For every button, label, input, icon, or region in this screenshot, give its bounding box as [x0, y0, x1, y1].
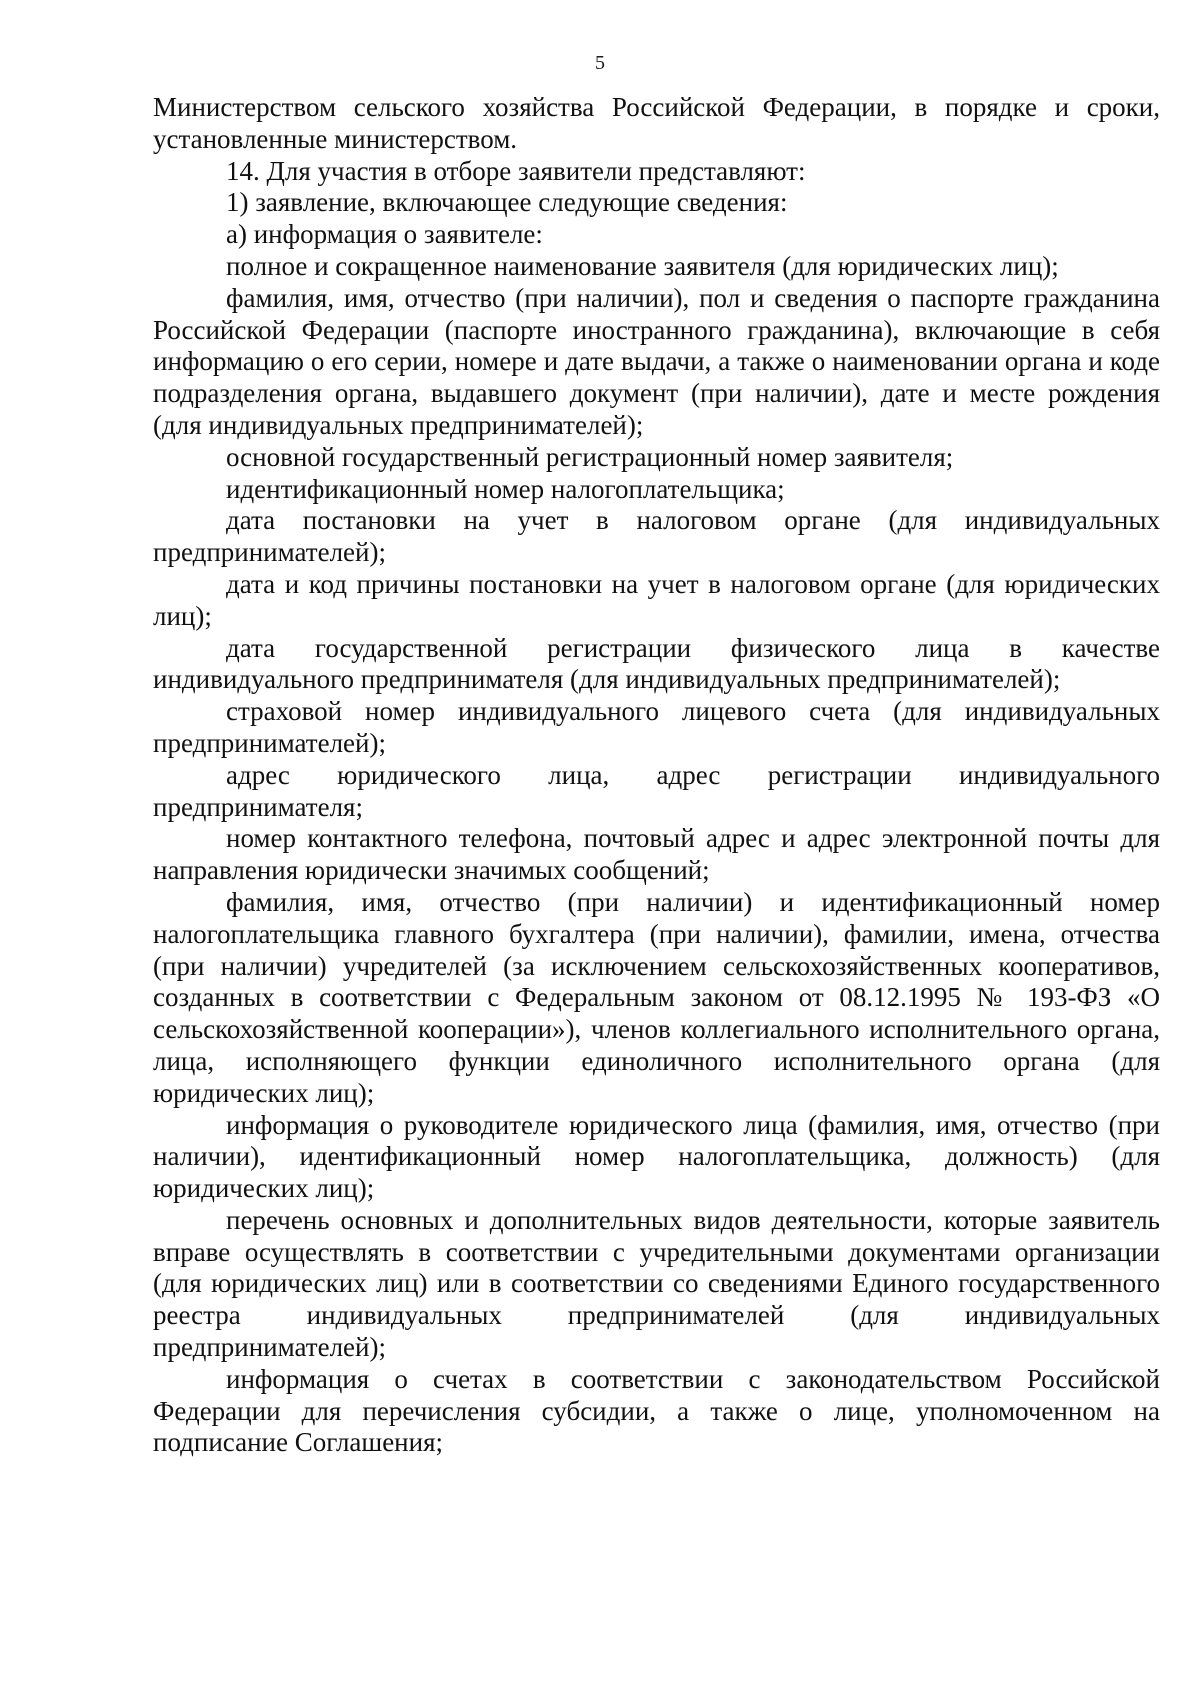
- paragraph-subitem-1: 1) заявление, включающее следующие сведения:: [226, 187, 788, 218]
- paragraph: идентификационный номер налогоплательщика;: [226, 473, 785, 504]
- paragraph: страховой номер индивидуального лицевого счета (для индивидуальных предпринимателей);: [153, 696, 1160, 758]
- paragraph: адрес юридического лица, адрес регистрации индивидуального предпринимателя;: [153, 759, 1160, 822]
- page-number: 5: [595, 52, 605, 74]
- paragraph: полное и сокращенное наименование заявителя (для юридических лиц);: [226, 250, 1059, 281]
- paragraph: перечень основных и дополнительных видов деятельности, которые заявитель вправе осуществлять в соответствии с учредительными документами организации (для юридических лиц) или в соответствии со сведениями Единого государственного реестра индивидуальных предпринимателей (для индивидуальных предпринимателей);: [153, 1204, 1160, 1363]
- paragraph: фамилия, имя, отчество (при наличии), пол и сведения о паспорте гражданина Российской Федерации (паспорте иностранного гражданина), включающие в себя информацию о его серии, номере и дате выдачи, а также о наименовании органа и коде подразделения органа, выдавшего документ (при наличии), дате и месте рождения (для индивидуальных предпринимателей);: [153, 282, 1160, 440]
- paragraph: информация о счетах в соответствии с законодательством Российской Федерации для перечисления субсидии, а также о лице, уполномоченном на подписание Соглашения;: [153, 1363, 1160, 1458]
- paragraph: информация о руководителе юридического лица (фамилия, имя, отчество (при наличии), идентификационный номер налогоплательщика, должность) (для юридических лиц);: [153, 1109, 1160, 1204]
- paragraph: дата постановки на учет в налоговом органе (для индивидуальных предпринимателей);: [153, 505, 1160, 568]
- paragraph-continuation: Министерством сельского хозяйства Российской Федерации, в порядке и сроки, установленные министерством.: [153, 92, 1160, 154]
- document-body: [153, 92, 1160, 1459]
- paragraph: дата и код причины постановки на учет в налоговом органе (для юридических лиц);: [153, 568, 1160, 631]
- paragraph: основной государственный регистрационный номер заявителя;: [226, 441, 954, 472]
- paragraph-subitem-a: а) информация о заявителе:: [226, 219, 543, 250]
- paragraph: дата государственной регистрации физического лица в качестве индивидуального предпринимателя (для индивидуальных предпринимателей);: [153, 632, 1160, 695]
- paragraph: номер контактного телефона, почтовый адрес и адрес электронной почты для направления юридически значимых сообщений;: [153, 823, 1160, 886]
- paragraph: фамилия, имя, отчество (при наличии) и идентификационный номер налогоплательщика главного бухгалтера (при наличии), фамилии, имена, отчества (при наличии) учредителей (за исключением сельскохозяйственных кооперативов, созданных в соответствии с Федеральным законом от 08.12.1995 № 193-ФЗ «О сельскохозяйственной кооперации»), членов коллегиального исполнительного органа, лица, исполняющего функции единоличного исполнительного органа (для юридических лиц);: [153, 886, 1160, 1108]
- paragraph-item-14: 14. Для участия в отборе заявители представляют:: [226, 155, 806, 186]
